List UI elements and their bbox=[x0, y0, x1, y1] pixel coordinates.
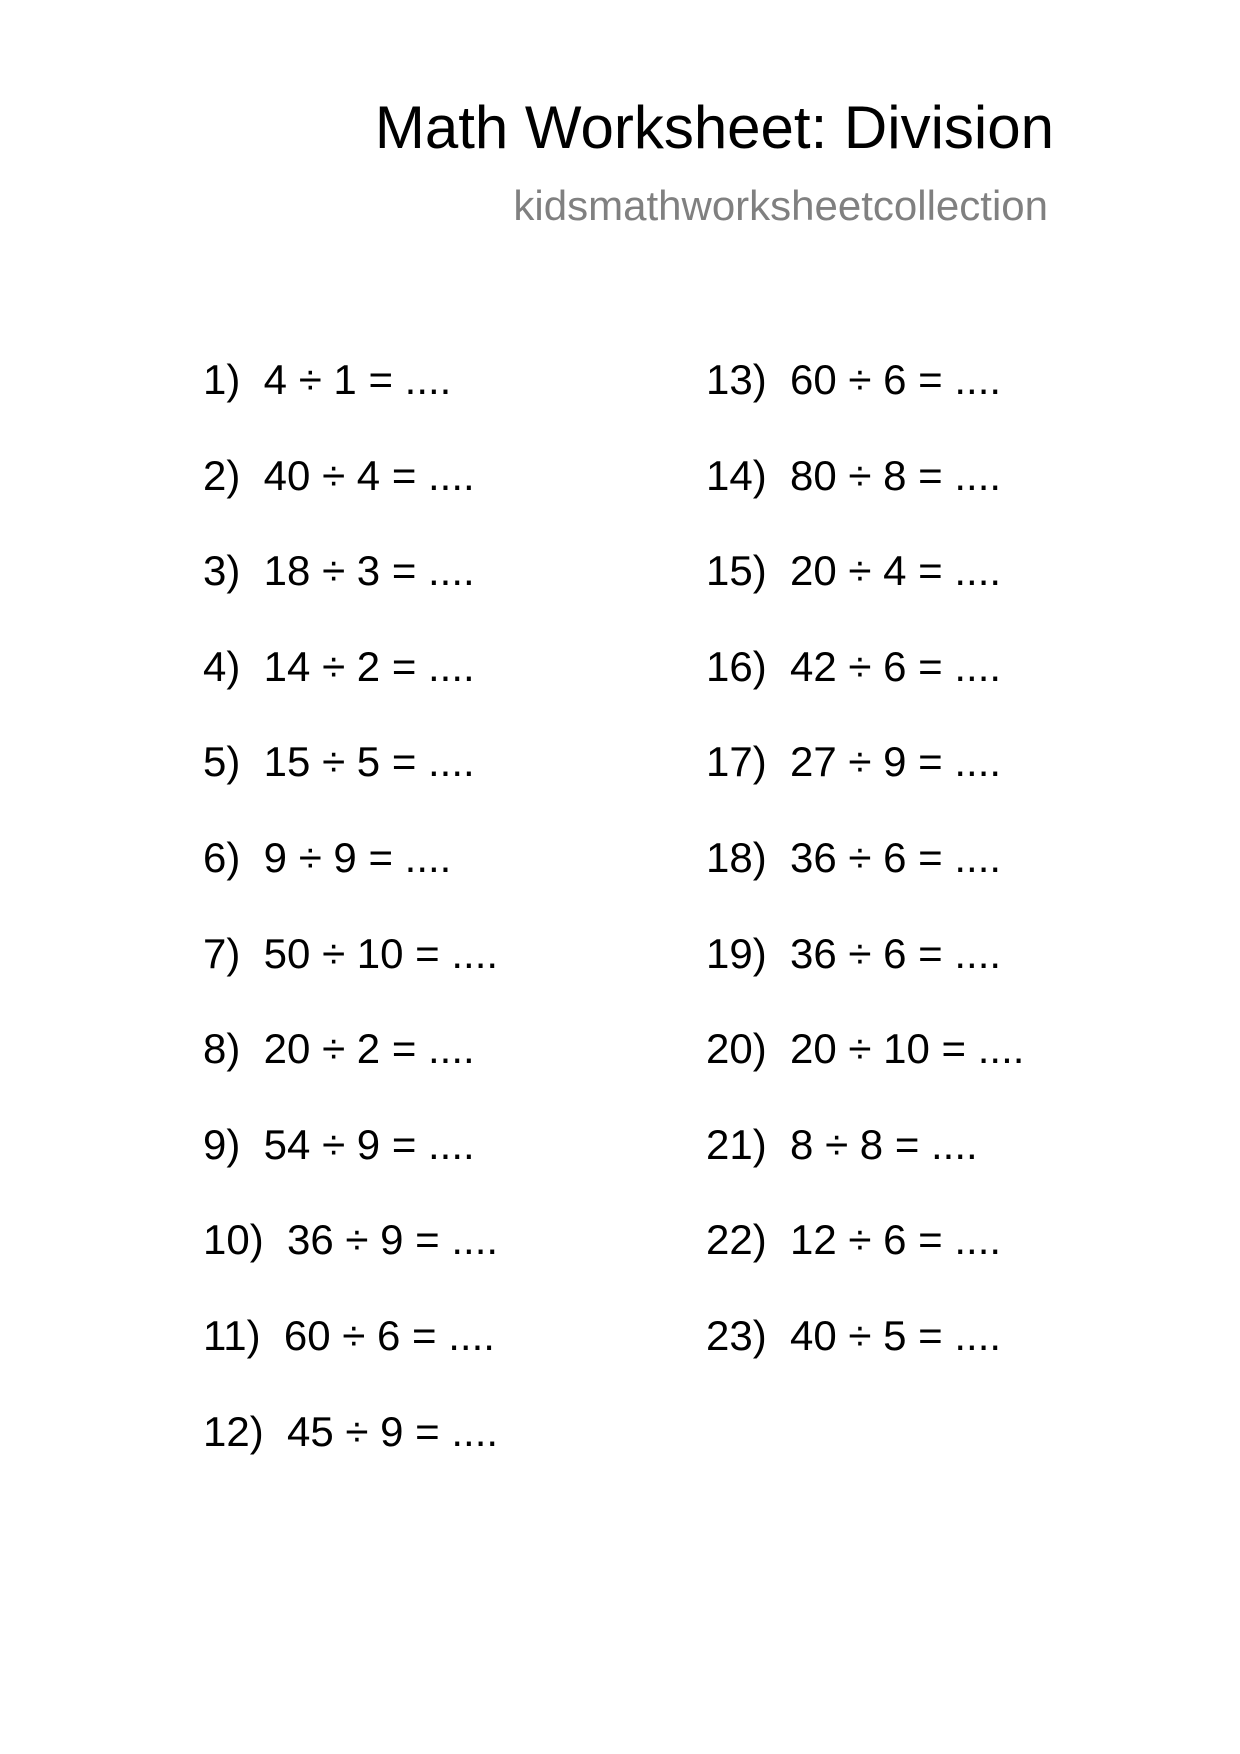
problem-9: 9) 54 ÷ 9 = .... bbox=[203, 1120, 475, 1168]
problems-left-column bbox=[203, 352, 498, 1499]
problem-5: 5) 15 ÷ 5 = .... bbox=[203, 738, 475, 786]
problem-14: 14) 80 ÷ 8 = .... bbox=[706, 451, 1002, 499]
problem-23: 23) 40 ÷ 5 = .... bbox=[706, 1311, 1002, 1359]
problem-3: 3) 18 ÷ 3 = .... bbox=[203, 547, 475, 595]
problem-11: 11) 60 ÷ 6 = .... bbox=[203, 1311, 495, 1359]
problems-right-column bbox=[706, 352, 1024, 1404]
problem-6: 6) 9 ÷ 9 = .... bbox=[203, 833, 452, 881]
problem-22: 22) 12 ÷ 6 = .... bbox=[706, 1216, 1002, 1264]
problem-2: 2) 40 ÷ 4 = .... bbox=[203, 451, 475, 499]
problem-7: 7) 50 ÷ 10 = .... bbox=[203, 929, 499, 977]
problem-4: 4) 14 ÷ 2 = .... bbox=[203, 642, 475, 690]
problem-15: 15) 20 ÷ 4 = .... bbox=[706, 547, 1002, 595]
problem-18: 18) 36 ÷ 6 = .... bbox=[706, 833, 1002, 881]
problem-13: 13) 60 ÷ 6 = .... bbox=[706, 356, 1002, 403]
problem-16: 16) 42 ÷ 6 = .... bbox=[706, 642, 1002, 690]
problem-12: 12) 45 ÷ 9 = .... bbox=[203, 1407, 499, 1455]
problem-20: 20) 20 ÷ 10 = .... bbox=[706, 1025, 1025, 1073]
problem-21: 21) 8 ÷ 8 = .... bbox=[706, 1120, 978, 1168]
problem-17: 17) 27 ÷ 9 = .... bbox=[706, 738, 1002, 786]
problem-1: 1) 4 ÷ 1 = .... bbox=[203, 356, 452, 403]
worksheet-source: kidsmathworksheetcollection bbox=[513, 182, 1048, 229]
problem-19: 19) 36 ÷ 6 = .... bbox=[706, 929, 1002, 977]
problem-10: 10) 36 ÷ 9 = .... bbox=[203, 1216, 499, 1264]
worksheet-title: Math Worksheet: Division bbox=[374, 94, 1054, 161]
problem-8: 8) 20 ÷ 2 = .... bbox=[203, 1025, 475, 1073]
